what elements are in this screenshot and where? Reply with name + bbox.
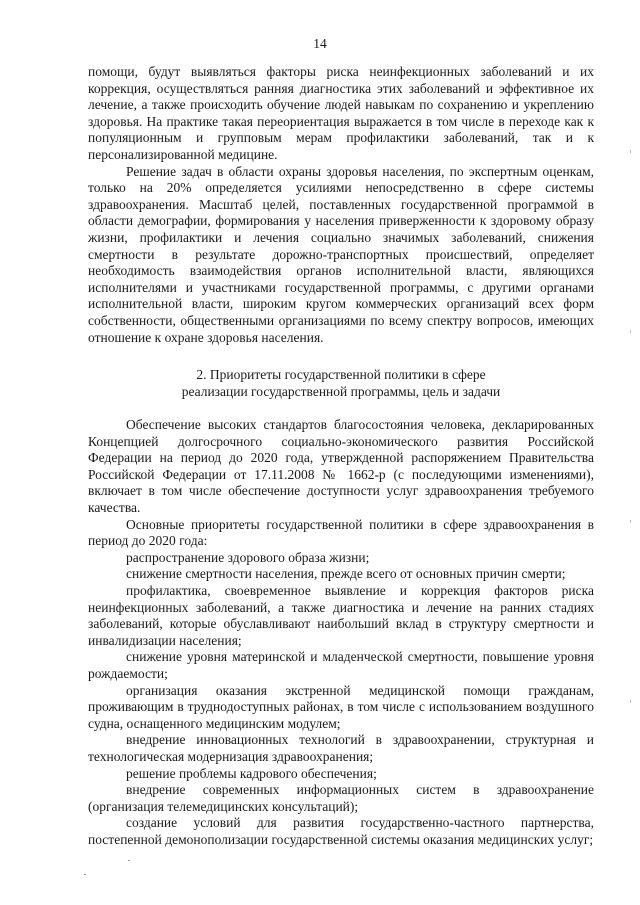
list-item: организация оказания экстренной медицинской помощи гражданам, проживающим в труднодоступных районах, в том числе с использованием воздушного судна, оснащенного медицинским модулем; <box>88 682 594 731</box>
scan-mark <box>630 520 631 523</box>
list-item: решение проблемы кадрового обеспечения; <box>126 765 377 781</box>
paragraph: Обеспечение высоких стандартов благосостояния человека, декларированных Концепцией долгосрочного социально-экономического развития Российской Федерации на период до 2020 года, утвержденной распоряжением Правительства Российской Федерации от 17.11.2008 № 1662-р (с последующими изменениями), включает в том числе обеспечение доступности услуг здравоохранения требуемого качества. <box>88 417 594 516</box>
list-item: внедрение современных информационных систем в здравоохранение (организация телемедицинских консультаций); <box>88 782 594 814</box>
scan-mark <box>630 330 631 333</box>
paragraph: Основные приоритеты государственной политики в сфере здравоохранения в период до 2020 года: <box>88 516 594 549</box>
list-item: внедрение инновационных технологий в здравоохранении, структурная и технологическая модернизация здравоохранения; <box>88 732 594 764</box>
section-heading-line: 2. Приоритеты государственной политики в сфере <box>196 367 486 383</box>
list-item: распространение здорового образа жизни; <box>126 549 370 565</box>
list-item: снижение уровня материнской и младенческой смертности, повышение уровня рождаемости; <box>88 649 594 681</box>
paragraph: Решение задач в области охраны здоровья населения, по экспертным оценкам, только на 20% определяется усилиями непосредственно в сфере системы здравоохранения. Масштаб целей, поставленных государственной программой в области демографии, формирования у населения приверженности к здоровому образу жизни, профилактики и лечения социально значимых заболеваний, снижения смертности в результате дорожно-транспортных происшествий, определяет необходимость взаимодействия органов исполнительной власти, являющихся исполнителями и участниками государственной программы, с другими органами исполнительной власти, широким кругом коммерческих организаций всех форм собственности, общественными организациями по всему спектру вопросов, имеющих отношение к охране здоровья населения. <box>88 163 594 345</box>
document-body <box>88 64 594 849</box>
scan-mark <box>84 874 86 875</box>
page-number: 14 <box>313 36 327 51</box>
scan-mark <box>128 860 130 861</box>
list-item: профилактика, своевременное выявление и коррекция факторов риска неинфекционных заболеваний, а также диагностика и лечение на ранних стадиях заболеваний, которые обуславливают наибольший вклад в структуру смертности и инвалидизации населения; <box>88 583 594 648</box>
list-item: создание условий для развития государственно-частного партнерства, постепенной демонополизации государственной системы оказания медицинских услуг; <box>88 815 594 847</box>
section-heading <box>88 366 594 400</box>
scan-mark <box>630 700 631 703</box>
section-heading-line: реализации государственной программы, цель и задачи <box>181 384 501 400</box>
scan-mark <box>630 150 631 153</box>
list-item: снижение смертности населения, прежде всего от основных причин смерти; <box>126 566 566 582</box>
paragraph: помощи, будут выявляться факторы риска неинфекционных заболеваний и их коррекция, осуществляться ранняя диагностика этих заболеваний и эффективное их лечение, а также происходить обучение людей навыкам по сохранению и укреплению здоровья. На практике такая переориентация выражается в том числе в переходе как к популяционным и групповым мерам профилактики заболеваний, так и к персонализированной медицине. <box>88 64 594 162</box>
